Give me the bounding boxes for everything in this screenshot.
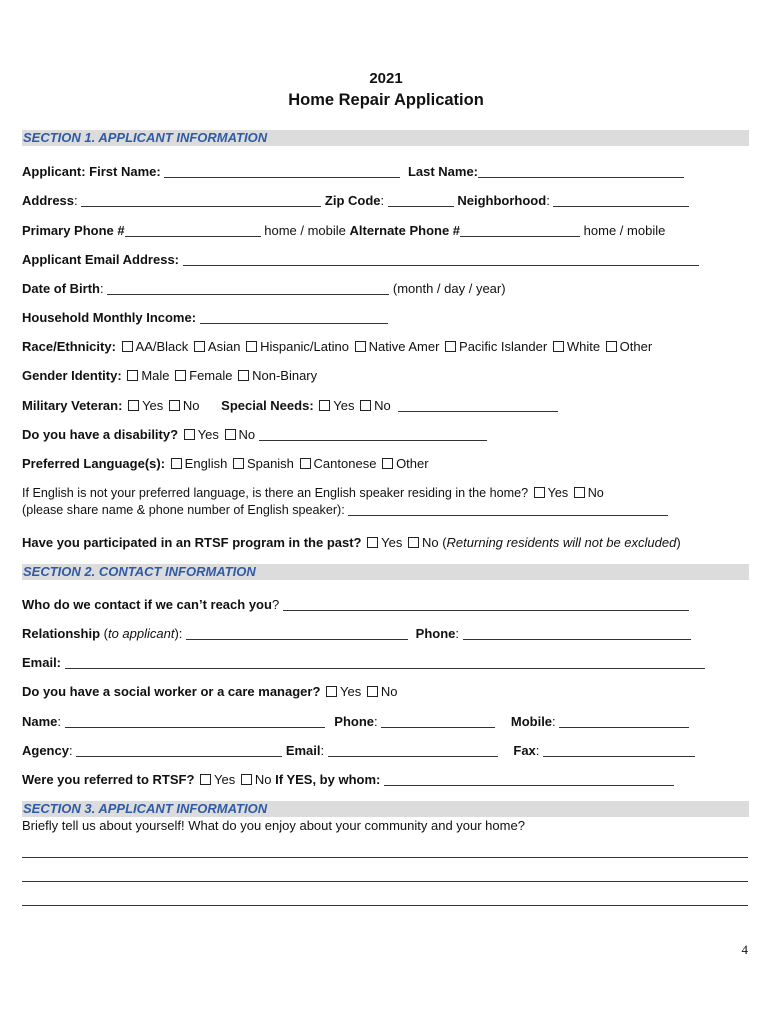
who-contact-field[interactable]: [283, 598, 689, 611]
form-title: Home Repair Application: [288, 91, 484, 109]
answer-line-1[interactable]: [22, 857, 748, 858]
gender-checkbox-non-binary[interactable]: [238, 370, 249, 381]
who-contact-label: Who do we contact if we can’t reach you: [22, 597, 272, 612]
worker-phone-field[interactable]: [381, 715, 495, 728]
zip-field[interactable]: [388, 194, 454, 207]
disability-yes-checkbox[interactable]: [184, 429, 195, 440]
primary-phone-label: Primary Phone #: [22, 223, 125, 238]
worker-name-row: Name: Phone: Mobile:: [22, 714, 689, 730]
race-checkbox-asian[interactable]: [194, 341, 205, 352]
social-worker-label: Do you have a social worker or a care manager?: [22, 684, 321, 699]
referred-label: Were you referred to RTSF?: [22, 772, 195, 787]
race-label: Race/Ethnicity:: [22, 339, 116, 354]
contact-email-label: Email:: [22, 655, 62, 670]
agency-row: Agency: Email: Fax:: [22, 743, 695, 759]
fax-label: Fax: [513, 743, 536, 758]
referred-row: [22, 772, 674, 788]
language-checkbox-english[interactable]: [171, 458, 182, 469]
dob-field[interactable]: [107, 282, 389, 295]
dob-label: Date of Birth: [22, 281, 100, 296]
zip-label: Zip Code: [324, 193, 381, 208]
income-field[interactable]: [200, 311, 388, 324]
worker-phone-label: Phone: [334, 714, 375, 729]
veteran-no-checkbox[interactable]: [169, 400, 180, 411]
address-field[interactable]: [81, 194, 321, 207]
form-year: 2021: [369, 70, 403, 87]
neighborhood-label: Neighborhood: [457, 193, 547, 208]
disability-field[interactable]: [259, 428, 487, 441]
language-checkbox-cantonese[interactable]: [300, 458, 311, 469]
phone-row: [22, 223, 665, 239]
no-label: No: [380, 684, 398, 699]
agency-email-field[interactable]: [328, 744, 498, 757]
answer-line-2[interactable]: [22, 881, 748, 882]
contact-phone-field[interactable]: [463, 627, 691, 640]
race-checkbox-other[interactable]: [606, 341, 617, 352]
referred-by-field[interactable]: [384, 773, 674, 786]
no-label: No: [587, 486, 604, 500]
no-label: No: [254, 772, 272, 787]
worker-name-label: Name: [22, 714, 58, 729]
gender-option-label: Male: [141, 368, 170, 383]
rtsf-past-no-checkbox[interactable]: [408, 537, 419, 548]
to-applicant-hint: to applicant: [107, 626, 175, 641]
veteran-yes-checkbox[interactable]: [128, 400, 139, 411]
relationship-field[interactable]: [186, 627, 408, 640]
veteran-label: Military Veteran:: [22, 398, 123, 413]
race-option-label: Other: [619, 339, 653, 354]
special-needs-yes-checkbox[interactable]: [319, 400, 330, 411]
section-3-heading: SECTION 3. APPLICANT INFORMATION: [22, 801, 749, 817]
race-option-label: Native Amer: [368, 339, 440, 354]
no-label: No: [182, 398, 200, 413]
income-row: [22, 310, 388, 326]
alternate-phone-label: Alternate Phone #: [349, 223, 461, 238]
special-needs-no-checkbox[interactable]: [360, 400, 371, 411]
contact-email-row: [22, 655, 705, 671]
yes-label: Yes: [333, 398, 355, 413]
rtsf-past-label: Have you participated in an RTSF program in the past?: [22, 535, 362, 550]
language-option-label: Spanish: [246, 456, 294, 471]
special-needs-label: Special Needs:: [221, 398, 314, 413]
gender-checkbox-female[interactable]: [175, 370, 186, 381]
english-speaker-share-row: [22, 502, 668, 518]
gender-checkbox-male[interactable]: [127, 370, 138, 381]
race-option-label: Pacific Islander: [459, 339, 548, 354]
relationship-row: Relationship (to applicant): Phone:: [22, 626, 691, 642]
section-2-heading: SECTION 2. CONTACT INFORMATION: [22, 564, 749, 580]
race-option-label: White: [566, 339, 601, 354]
rtsf-past-row: Have you participated in an RTSF program in the past? Yes No (Returning residents will not be excluded): [22, 535, 681, 550]
yes-label: Yes: [547, 486, 569, 500]
rtsf-past-yes-checkbox[interactable]: [367, 537, 378, 548]
english-speaker-yes-checkbox[interactable]: [534, 487, 545, 498]
first-name-label: Applicant: First Name:: [22, 164, 161, 179]
race-checkbox-white[interactable]: [553, 341, 564, 352]
worker-mobile-field[interactable]: [559, 715, 689, 728]
rtsf-past-note: Returning residents will not be excluded: [446, 535, 677, 550]
no-label: No: [238, 427, 256, 442]
section-1-heading: SECTION 1. APPLICANT INFORMATION: [22, 130, 749, 146]
english-speaker-share-label: (please share name & phone number of English speaker):: [22, 503, 345, 517]
answer-line-3[interactable]: [22, 905, 748, 906]
gender-label: Gender Identity:: [22, 368, 122, 383]
social-worker-yes-checkbox[interactable]: [326, 686, 337, 697]
race-checkbox-aa-black[interactable]: [122, 341, 133, 352]
referred-no-checkbox[interactable]: [241, 774, 252, 785]
section-3-prompt: Briefly tell us about yourself! What do you enjoy about your community and your home?: [22, 818, 525, 833]
race-option-label: AA/Black: [135, 339, 189, 354]
alternate-phone-field[interactable]: [460, 224, 580, 237]
fax-field[interactable]: [543, 744, 695, 757]
primary-phone-field[interactable]: [125, 224, 261, 237]
race-checkbox-native-amer[interactable]: [355, 341, 366, 352]
contact-email-field[interactable]: [65, 656, 705, 669]
language-option-label: Other: [396, 456, 429, 471]
neighborhood-field[interactable]: [553, 194, 689, 207]
gender-option-label: Female: [189, 368, 233, 383]
email-label: Applicant Email Address:: [22, 252, 179, 267]
gender-row: [22, 368, 317, 384]
special-needs-field[interactable]: [398, 399, 558, 412]
first-name-field[interactable]: [164, 165, 400, 178]
page-number: 4: [741, 942, 748, 957]
disability-label: Do you have a disability?: [22, 427, 179, 442]
language-checkbox-other[interactable]: [382, 458, 393, 469]
agency-email-label: Email: [285, 743, 321, 758]
email-field[interactable]: [183, 253, 699, 266]
yes-label: Yes: [214, 772, 236, 787]
no-label: No: [421, 535, 439, 550]
english-speaker-field[interactable]: [348, 503, 668, 516]
relationship-label: Relationship: [22, 626, 101, 641]
if-yes-label: If YES, by whom:: [275, 772, 381, 787]
disability-row: [22, 427, 487, 443]
dob-row: Date of Birth: (month / day / year): [22, 281, 506, 296]
race-checkbox-pacific-islander[interactable]: [445, 341, 456, 352]
language-row: [22, 456, 429, 472]
yes-label: Yes: [197, 427, 219, 442]
last-name-field[interactable]: [478, 165, 684, 178]
income-label: Household Monthly Income:: [22, 310, 197, 325]
race-checkbox-hispanic[interactable]: [246, 341, 257, 352]
language-option-label: English: [184, 456, 228, 471]
language-option-label: Cantonese: [313, 456, 377, 471]
agency-field[interactable]: [76, 744, 282, 757]
address-row: Address: Zip Code: Neighborhood:: [22, 193, 689, 209]
race-row: [22, 339, 652, 355]
disability-no-checkbox[interactable]: [225, 429, 236, 440]
race-option-label: Asian: [207, 339, 241, 354]
language-checkbox-spanish[interactable]: [233, 458, 244, 469]
worker-name-field[interactable]: [65, 715, 325, 728]
agency-label: Agency: [22, 743, 69, 758]
name-row: [22, 164, 684, 180]
last-name-label: Last Name:: [407, 164, 479, 179]
gender-option-label: Non-Binary: [252, 368, 318, 383]
address-label: Address: [22, 193, 75, 208]
yes-label: Yes: [142, 398, 164, 413]
referred-yes-checkbox[interactable]: [200, 774, 211, 785]
primary-phone-type: home / mobile: [264, 223, 346, 238]
worker-mobile-label: Mobile: [510, 714, 553, 729]
email-row: [22, 252, 699, 268]
race-option-label: Hispanic/Latino: [260, 339, 349, 354]
contact-phone-label: Phone: [415, 626, 456, 641]
no-label: No: [374, 398, 391, 413]
english-speaker-row: [22, 485, 604, 501]
english-speaker-question: If English is not your preferred language, is there an English speaker residing in the home?: [22, 486, 529, 500]
social-worker-row: [22, 684, 398, 700]
social-worker-no-checkbox[interactable]: [367, 686, 378, 697]
yes-label: Yes: [340, 684, 362, 699]
yes-label: Yes: [381, 535, 403, 550]
english-speaker-no-checkbox[interactable]: [574, 487, 585, 498]
who-contact-row: Who do we contact if we can’t reach you?: [22, 597, 689, 613]
alternate-phone-type: home / mobile: [583, 223, 666, 238]
veteran-row: [22, 398, 558, 414]
dob-hint: (month / day / year): [392, 281, 506, 296]
language-label: Preferred Language(s):: [22, 456, 166, 471]
